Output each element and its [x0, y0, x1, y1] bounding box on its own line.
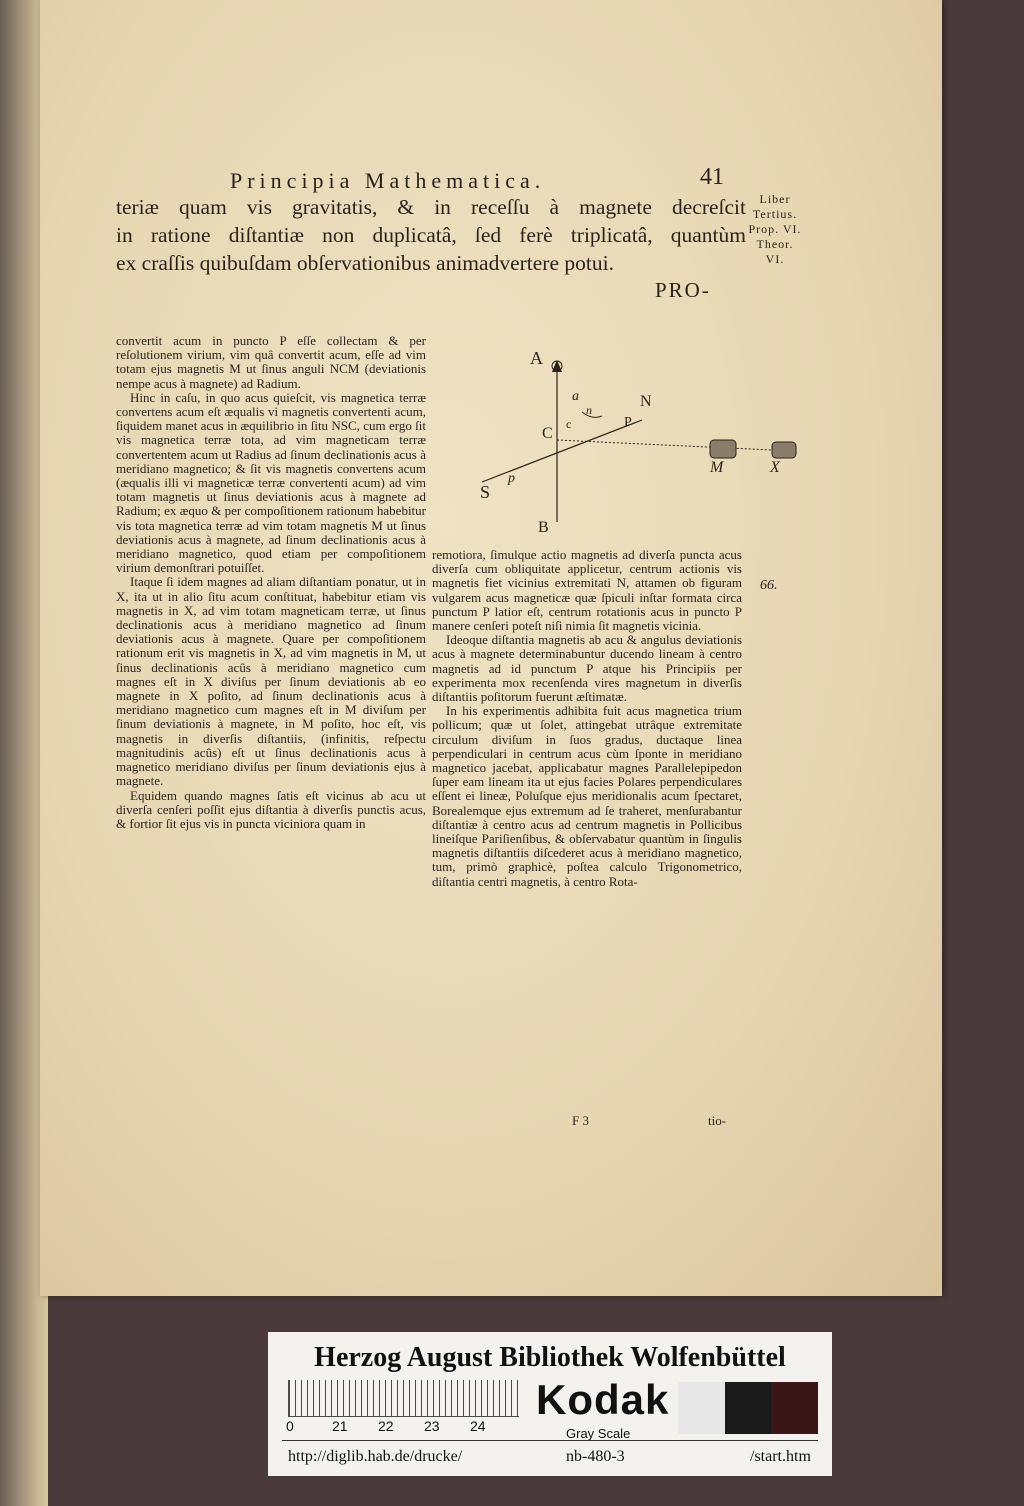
ruler-number: 0	[286, 1418, 294, 1434]
continued-line: teriæ quam vis gravitatis, & in receſſu à magnete decreſcit	[116, 195, 746, 219]
label-m: M	[710, 459, 724, 476]
label-b: B	[538, 519, 549, 536]
label-c: C	[542, 425, 553, 442]
margin-number: 66.	[760, 578, 778, 593]
marginal-line: Theor.	[756, 237, 794, 251]
page-number: 41	[700, 164, 724, 190]
magnet-line	[557, 440, 772, 450]
label-p-small: p	[508, 471, 515, 486]
paragraph: remotiora, ſimulque actio magnetis ad diverſa puncta acus diverſa cum obliquitate applicetur, centrum actionis vis magnetis fiet vicinius extremitati N, attamen ob figuram vulgarem acus magneticæ quæ ſpiculi inſtar formata circa punctum P latior eſt, centrum rotationis acus in puncto P manere cenſeri poteſt niſi nimia ſit magnetis vicinia.	[432, 547, 742, 634]
continued-line: in ratione diſtantiæ non duplicatâ, ſed ferè triplicatâ, quantùm	[116, 223, 746, 247]
ruler-numbers	[286, 1418, 516, 1434]
library-title: Herzog August Bibliothek Wolfenbüttel	[314, 1342, 786, 1373]
paragraph: Ideoque diſtantia magnetis ab acu & angulus deviationis acus à magnete determinabuntur ducendo lineam à centro magnetis ad id punctum P atque his Principiis per experimenta mox recenſenda vires magnetum in diverſis diſtantiis poſitorum fuerunt æſtimatæ.	[432, 632, 742, 705]
label-p: P	[624, 415, 632, 430]
ruler-number: 21	[332, 1418, 348, 1434]
source-url: http://diglib.hab.de/drucke/	[288, 1448, 463, 1465]
paragraph: In his experimentis adhibita fuit acus magnetica trium pollicum; quæ ut ſolet, attingebat utrâque extremitate circulum diviſum in ſuos gradus, ductaque linea perpendiculari in centrum acus cùm ſponte in meridiano magnetico jacebat, applicabatur magnes Parallelepipedon ſuper eam lineam ita ut ejus facies Polares perpendiculares eſſent ei lineæ, Poluſque ejus meridionalis acum ſpectaret, Borealemque ejus extremum ad ſe traheret, menſurabantur diſtantiæ à centro acus ad centrum magnetis in Pollicibus lineiſque Pariſienſibus, & obſervabatur quantùm in ſingulis magnetis diſtantiis diſcederet acus à meridiano magnetico, tum, primò graphicè, poſtea calculo Trigonometrico, diſtantia centri magnetis, à centro Rota-	[432, 703, 742, 889]
compass-diagram	[432, 342, 812, 542]
magnet-m-icon	[710, 440, 736, 458]
ruler-number: 23	[424, 1418, 440, 1434]
marginal-line: Liber	[759, 192, 791, 206]
color-target-card	[268, 1332, 832, 1476]
running-head: Principia Mathematica.	[230, 168, 546, 193]
label-c-small: c	[566, 417, 572, 431]
marginal-note	[730, 192, 820, 267]
angle-arc	[582, 412, 602, 417]
marginal-line: VI.	[765, 252, 785, 266]
swatch-light	[678, 1382, 725, 1434]
continued-text	[116, 193, 746, 277]
kodak-logo: Kodak	[536, 1376, 670, 1423]
divider	[282, 1440, 818, 1441]
ruler-number: 24	[470, 1418, 486, 1434]
start-path: /start.htm	[750, 1448, 811, 1465]
paragraph: Hinc in caſu, in quo acus quieſcit, vis magnetica terræ convertens acum eſt æqualis vi magnetis convertenti acum, ſiquidem manet acus in æquilibrio in ſitu NSC, cum ergo ſit vis magnetica terræ tota, ad vim magneticam terræ convertentem acum ut Radius ad ſinum declinationis acus à meridiano magnetico; & ſit vis magnetis convertens acum (æqualis illi vi magneticæ terræ convertenti acum) ad vim totam magnetis ut ſinus deviationis acus à magnete ad Radium; ex æquo & per compoſitionem rationum habebitur vis tota magnetica terræ ad vim totam magnetis M ut ſinus deviationis acus à magnete, ad ſinum declinationis acus à meridiano magnetico, quod etiam per compoſitionem virium demonſtrari potuiſſet.	[116, 389, 426, 576]
marginal-line: Tertius.	[752, 207, 798, 221]
ruler-scale	[288, 1380, 519, 1417]
label-x: X	[770, 459, 780, 476]
marginal-line: Prop. VI.	[748, 222, 802, 236]
label-alpha: a	[572, 389, 579, 404]
gray-scale-label: Gray Scale	[566, 1426, 631, 1441]
book-page	[40, 0, 942, 1296]
shelfmark: nb-480-3	[566, 1448, 625, 1465]
swatch-dark-red	[771, 1382, 818, 1434]
label-s: S	[480, 482, 491, 502]
ruler-number: 22	[378, 1418, 394, 1434]
gray-swatches	[678, 1382, 818, 1434]
magnet-x-icon	[772, 442, 796, 458]
needle-line	[482, 420, 642, 482]
catchword-top: PRO-	[655, 278, 711, 302]
label-n-small: n	[586, 403, 592, 417]
label-n: N	[640, 393, 652, 410]
left-column	[116, 334, 426, 831]
paragraph: convertit acum in puncto P eſſe collectam & per reſolutionem virium, vim quâ convertit acum, eſſe ad vim totam ejus magnetis M ut ſinus anguli NCM (deviationis nempe acus à magnete) ad Radium.	[116, 333, 426, 391]
paragraph: Equidem quando magnes ſatis eſt vicinus ab acu ut diverſa cenſeri poſſit ejus diſtantia à diverſis punctis acus, & fortior ſit ejus vis in puncta viciniora quam in	[116, 787, 426, 831]
continued-line: ex craſſis quibuſdam obſervationibus animadvertere potui.	[116, 251, 614, 275]
paragraph: Itaque ſi idem magnes ad aliam diſtantiam ponatur, ut in X, ita ut in alio ſitu acum conſtituat, habebitur etiam vis magnetis in X, ad vim totam magneticam terræ, ut ſinus declinationis acus à meridiano magnetico ad ſinum deviationis acus à magnete. Quare per compoſitionem rationum erit vis magnetis in X, ad vim magnetis in M, ut ſinus declinationis acûs à meridiano magnetico cum magnes eſt in X diviſus per ſinum deviationis ab eo magnete in X poſito, ad ſinum declinationis acus à meridiano magnetico cum magnes eſt in M diviſum per ſinum deviationis à magnete, in M poſito, hoc eſt, vis magnetis in diverſis diſtantiis, (infinitis, reſpectu magnitudinis acûs) eſt ut ſinus declinationis acus à magnetico meridiano diviſus per ſinum deviationis ejus à magnete.	[116, 574, 426, 789]
swatch-black	[725, 1382, 772, 1434]
catchword-bottom: tio-	[708, 1113, 727, 1128]
label-a: A	[530, 348, 543, 368]
signature-mark: F 3	[572, 1113, 589, 1128]
right-column	[432, 548, 742, 889]
